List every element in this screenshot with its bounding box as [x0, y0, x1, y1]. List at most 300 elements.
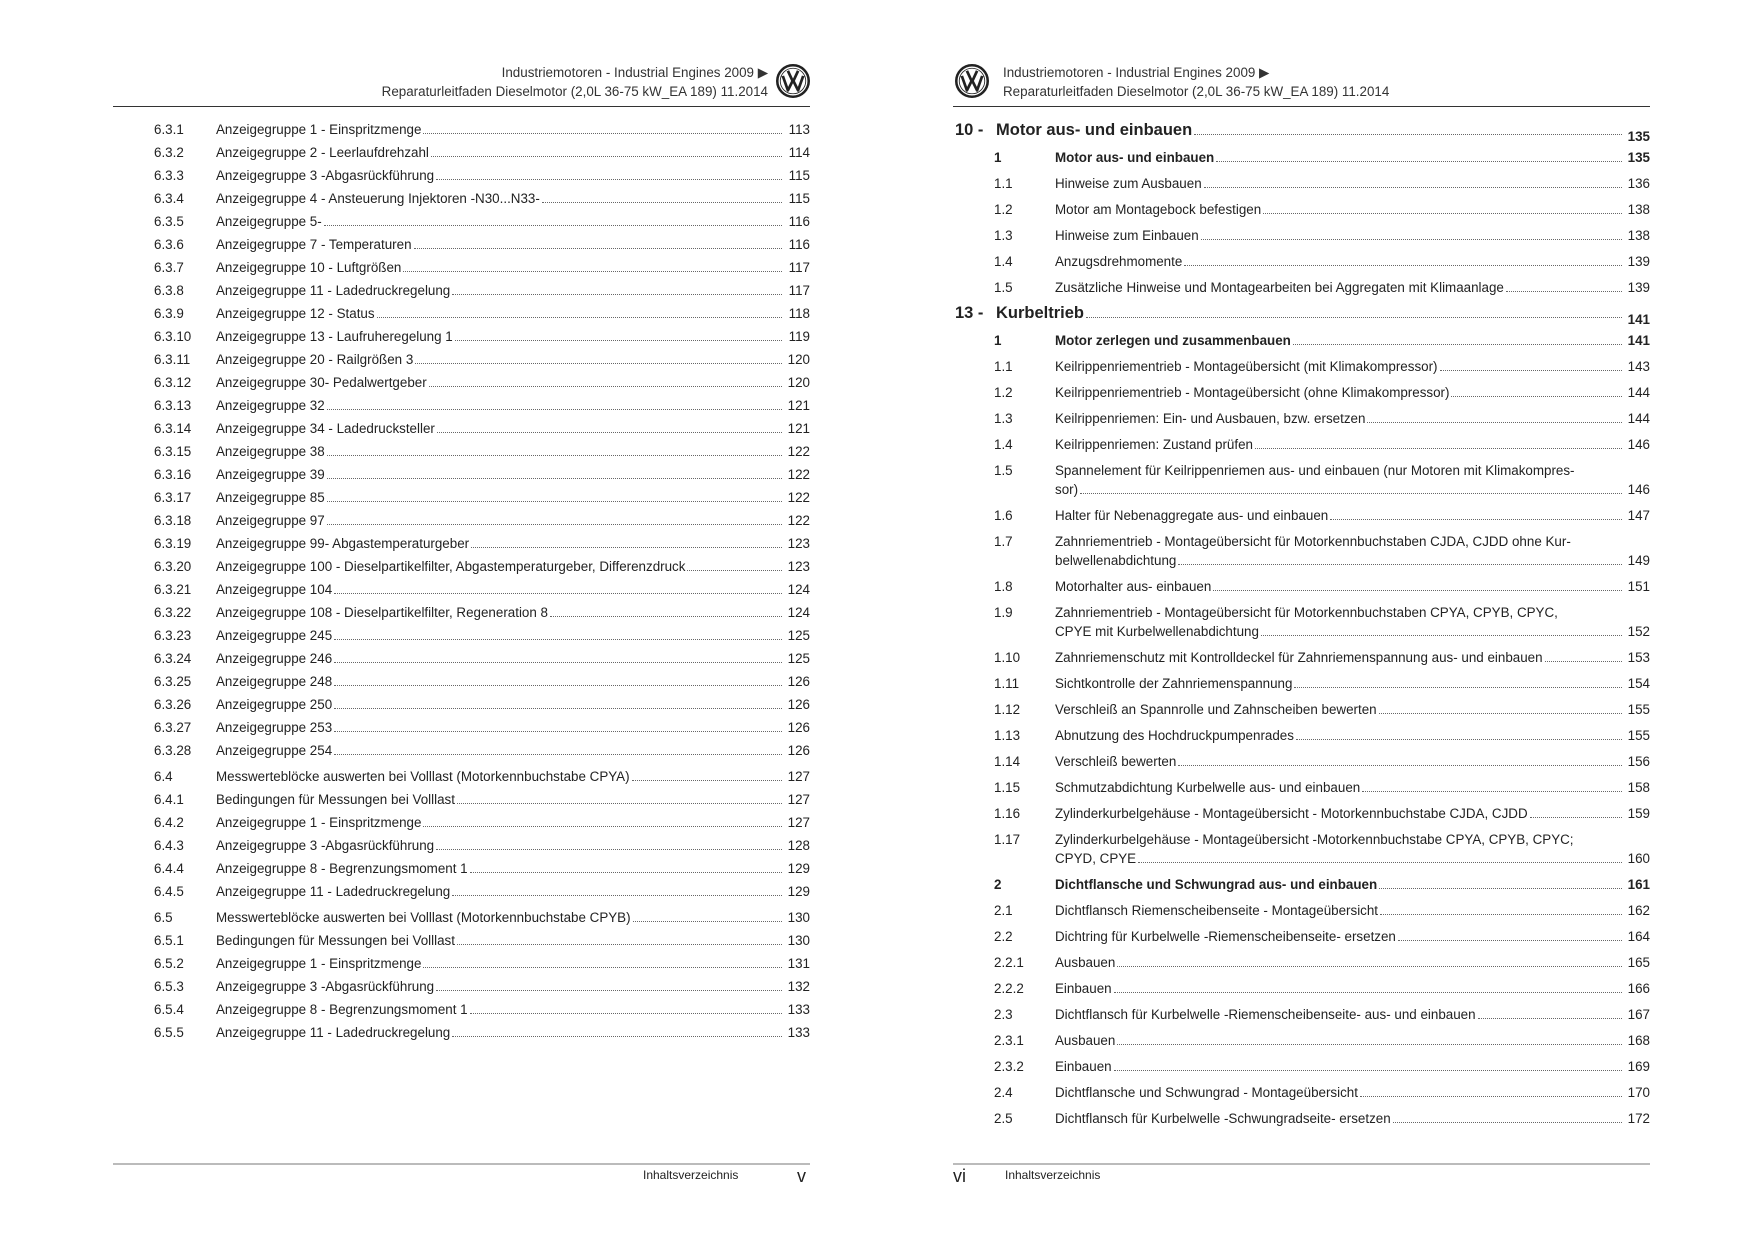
- entry-page-number[interactable]: 126: [787, 697, 810, 712]
- entry-title[interactable]: Anzeigegruppe 30- Pedalwertgeber: [216, 375, 427, 390]
- entry-page-number[interactable]: 131: [787, 956, 810, 971]
- entry-title[interactable]: Anzeigegruppe 1 - Einspritzmenge: [216, 122, 422, 137]
- entry-title-continued[interactable]: sor): [1055, 482, 1079, 497]
- dot-leader: [1360, 1096, 1622, 1097]
- entry-title[interactable]: Anzugsdrehmomente: [1055, 254, 1183, 269]
- header-rule: [113, 106, 810, 107]
- entry-title[interactable]: Anzeigegruppe 99- Abgastemperaturgeber: [216, 536, 470, 551]
- toc-entry[interactable]: [953, 357, 1650, 383]
- entry-page-number[interactable]: 135: [1627, 129, 1650, 144]
- entry-number: 6.3.9: [154, 306, 184, 321]
- entry-title[interactable]: Zusätzliche Hinweise und Montagearbeiten bei Aggregaten mit Klimaanlage: [1055, 280, 1504, 295]
- entry-title[interactable]: Anzeigegruppe 11 - Ladedruckregelung: [216, 283, 451, 298]
- entry-page-number[interactable]: 130: [787, 933, 810, 948]
- toc-entry[interactable]: [953, 830, 1650, 868]
- entry-title[interactable]: Einbauen: [1055, 981, 1112, 996]
- entry-number: 6.3.16: [154, 467, 192, 482]
- header-rule: [953, 106, 1650, 107]
- entry-page-number[interactable]: 154: [1627, 676, 1650, 691]
- entry-title-wrap: [1055, 1083, 1626, 1102]
- entry-page-number[interactable]: 144: [1627, 411, 1650, 426]
- toc-entry[interactable]: [953, 532, 1650, 570]
- entry-page-number[interactable]: 117: [788, 283, 810, 298]
- entry-title-wrap: [216, 120, 786, 139]
- entry-page-number[interactable]: 155: [1627, 702, 1650, 717]
- entry-page-number[interactable]: 115: [788, 191, 810, 206]
- entry-title[interactable]: Anzeigegruppe 108 - Dieselpartikelfilter, Regeneration 8: [216, 605, 548, 620]
- entry-page-number[interactable]: 170: [1627, 1085, 1650, 1100]
- entry-number: 6.4.4: [154, 861, 184, 876]
- toc-entry[interactable]: [953, 174, 1650, 200]
- entry-title-wrap: [216, 373, 786, 392]
- entry-title[interactable]: Anzeigegruppe 3 -Abgasrückführung: [216, 168, 435, 183]
- toc-entry[interactable]: [113, 813, 810, 836]
- toc-entry[interactable]: [953, 700, 1650, 726]
- toc-entry[interactable]: [113, 534, 810, 557]
- toc-entry[interactable]: [113, 143, 810, 166]
- toc-entry[interactable]: [953, 461, 1650, 499]
- toc-chapter-entry[interactable]: [953, 304, 1650, 330]
- entry-page-number[interactable]: 158: [1627, 780, 1650, 795]
- entry-number: 1.12: [994, 702, 1021, 717]
- toc-entry[interactable]: [113, 419, 810, 442]
- entry-page-number[interactable]: 124: [787, 582, 810, 597]
- entry-title[interactable]: Anzeigegruppe 245: [216, 628, 333, 643]
- entry-title-wrap: [996, 121, 1626, 140]
- entry-page-number[interactable]: 166: [1627, 981, 1650, 996]
- toc-entry[interactable]: [953, 1083, 1650, 1109]
- entry-title-wrap: [1055, 461, 1650, 499]
- entry-page-number[interactable]: 143: [1627, 359, 1650, 374]
- entry-page-number[interactable]: 162: [1627, 903, 1650, 918]
- entry-page-number[interactable]: 125: [787, 628, 810, 643]
- entry-number: 6.5.2: [154, 956, 184, 971]
- entry-number: 6.3.2: [154, 145, 184, 160]
- entry-number: 2: [994, 877, 1002, 892]
- entry-page-number[interactable]: 125: [787, 651, 810, 666]
- entry-title[interactable]: Bedingungen für Messungen bei Volllast: [216, 792, 455, 807]
- toc-entry[interactable]: [113, 189, 810, 212]
- entry-title-wrap: [216, 603, 786, 622]
- entry-page-number[interactable]: 120: [787, 352, 810, 367]
- entry-title[interactable]: Anzeigegruppe 253: [216, 720, 333, 735]
- toc-entry[interactable]: [113, 859, 810, 882]
- entry-title[interactable]: Dichtflansch Riemenscheibenseite - Montageübersicht: [1055, 903, 1379, 918]
- toc-entry[interactable]: [953, 901, 1650, 927]
- entry-number: 1.1: [994, 359, 1013, 374]
- entry-page-number[interactable]: 122: [787, 490, 810, 505]
- entry-title-wrap: [1055, 435, 1626, 454]
- entry-page-number[interactable]: 130: [787, 910, 810, 925]
- entry-title[interactable]: Halter für Nebenaggregate aus- und einbauen: [1055, 508, 1329, 523]
- entry-number: 6.3.11: [154, 352, 191, 367]
- entry-number: 2.5: [994, 1111, 1013, 1126]
- entry-title[interactable]: Keilrippenriemen: Zustand prüfen: [1055, 437, 1253, 452]
- entry-page-number[interactable]: 114: [788, 145, 810, 160]
- entry-title[interactable]: Spannelement für Keilrippenriemen aus- und einbauen (nur Motoren mit Klimakompres-: [1055, 463, 1575, 478]
- entry-page-number[interactable]: 138: [1627, 202, 1650, 217]
- entry-title[interactable]: Anzeigegruppe 104: [216, 582, 333, 597]
- entry-page-number[interactable]: 151: [1627, 579, 1650, 594]
- entry-title[interactable]: Anzeigegruppe 3 -Abgasrückführung: [216, 838, 435, 853]
- entry-title[interactable]: Anzeigegruppe 4 - Ansteuerung Injektoren -N30...N33-: [216, 191, 540, 206]
- entry-page-number[interactable]: 127: [787, 769, 810, 784]
- entry-page-number[interactable]: 168: [1627, 1033, 1650, 1048]
- entry-title[interactable]: Zylinderkurbelgehäuse - Montageübersicht - Motorkennbuchstabe CJDA, CJDD: [1055, 806, 1528, 821]
- entry-title[interactable]: Dichtflansch für Kurbelwelle -Riemenscheibenseite- aus- und einbauen: [1055, 1007, 1476, 1022]
- entry-title-wrap: [216, 534, 786, 553]
- toc-entry[interactable]: [953, 278, 1650, 304]
- footer-rule: [113, 1163, 810, 1165]
- toc-entry[interactable]: [113, 718, 810, 741]
- dot-leader: [377, 317, 782, 318]
- dot-leader: [632, 780, 782, 781]
- entry-title[interactable]: Zahnriementrieb - Montageübersicht für Motorkennbuchstaben CJDA, CJDD ohne Kur-: [1055, 534, 1571, 549]
- entry-title[interactable]: Messwerteblöcke auswerten bei Volllast (Motorkennbuchstabe CPYB): [216, 910, 631, 925]
- toc-entry[interactable]: [953, 875, 1650, 901]
- entry-title[interactable]: Dichtflansche und Schwungrad - Montageübersicht: [1055, 1085, 1358, 1100]
- entry-title[interactable]: Anzeigegruppe 8 - Begrenzungsmoment 1: [216, 861, 468, 876]
- entry-title[interactable]: Motor zerlegen und zusammenbauen: [1055, 333, 1291, 348]
- toc-entry[interactable]: [953, 577, 1650, 603]
- entry-title[interactable]: Anzeigegruppe 248: [216, 674, 333, 689]
- entry-title[interactable]: Anzeigegruppe 32: [216, 398, 325, 413]
- dot-leader: [452, 895, 782, 896]
- toc-entry[interactable]: [953, 331, 1650, 357]
- header-line-1: Industriemotoren - Industrial Engines 2009 ▶: [501, 65, 768, 80]
- toc-entry[interactable]: [953, 435, 1650, 461]
- entry-page-number[interactable]: 118: [788, 306, 810, 321]
- entry-page-number[interactable]: 122: [787, 467, 810, 482]
- entry-title[interactable]: Anzeigegruppe 5-: [216, 214, 322, 229]
- entry-title[interactable]: Dichtflansche und Schwungrad aus- und einbauen: [1055, 877, 1378, 892]
- entry-page-number[interactable]: 160: [1627, 851, 1650, 866]
- entry-page-number[interactable]: 156: [1627, 754, 1650, 769]
- toc-entry[interactable]: [953, 226, 1650, 252]
- entry-title[interactable]: Sichtkontrolle der Zahnriemenspannung: [1055, 676, 1293, 691]
- entry-page-number[interactable]: 149: [1627, 553, 1650, 568]
- entry-page-number[interactable]: 167: [1627, 1007, 1650, 1022]
- header-line-2: Reparaturleitfaden Dieselmotor (2,0L 36-75 kW_EA 189) 11.2014: [381, 84, 768, 99]
- entry-title-wrap: [216, 836, 786, 855]
- toc-entry[interactable]: [953, 1031, 1650, 1057]
- entry-title[interactable]: Motor aus- und einbauen: [996, 121, 1193, 139]
- toc-entry[interactable]: [953, 1005, 1650, 1031]
- entry-page-number[interactable]: 169: [1627, 1059, 1650, 1074]
- entry-page-number[interactable]: 153: [1627, 650, 1650, 665]
- entry-title[interactable]: Anzeigegruppe 246: [216, 651, 333, 666]
- entry-title-wrap: [216, 511, 786, 530]
- entry-title-wrap: [1055, 830, 1650, 868]
- toc-entry[interactable]: [953, 383, 1650, 409]
- toc-entry[interactable]: [953, 674, 1650, 700]
- toc-entry[interactable]: [113, 1000, 810, 1023]
- entry-page-number[interactable]: 121: [787, 398, 810, 413]
- toc-entry[interactable]: [113, 442, 810, 465]
- entry-page-number[interactable]: 133: [787, 1025, 810, 1040]
- entry-title[interactable]: Anzeigegruppe 8 - Begrenzungsmoment 1: [216, 1002, 468, 1017]
- toc-entry[interactable]: [113, 649, 810, 672]
- toc-entry[interactable]: [953, 409, 1650, 435]
- entry-page-number[interactable]: 155: [1627, 728, 1650, 743]
- toc-entry[interactable]: [113, 350, 810, 373]
- toc-entry[interactable]: [113, 557, 810, 580]
- entry-title[interactable]: Anzeigegruppe 10 - Luftgrößen: [216, 260, 402, 275]
- entry-page-number[interactable]: 113: [788, 122, 810, 137]
- header-text: [1003, 63, 1389, 101]
- entry-page-number[interactable]: 127: [787, 815, 810, 830]
- toc-entry[interactable]: [113, 977, 810, 1000]
- entry-title[interactable]: Schmutzabdichtung Kurbelwelle aus- und einbauen: [1055, 780, 1361, 795]
- toc-entry[interactable]: [953, 1109, 1650, 1135]
- entry-page-number[interactable]: 132: [787, 979, 810, 994]
- entry-title[interactable]: Anzeigegruppe 39: [216, 467, 325, 482]
- dot-leader: [429, 386, 782, 387]
- entry-page-number[interactable]: 146: [1627, 437, 1650, 452]
- entry-page-number[interactable]: 141: [1627, 312, 1650, 327]
- entry-title[interactable]: Zahnriemenschutz mit Kontrolldeckel für Zahnriemenspannung aus- und einbauen: [1055, 650, 1543, 665]
- entry-title[interactable]: Zahnriementrieb - Montageübersicht für Motorkennbuchstaben CPYA, CPYB, CPYC,: [1055, 605, 1558, 620]
- toc-entry[interactable]: [953, 648, 1650, 674]
- toc-entry[interactable]: [953, 778, 1650, 804]
- entry-title[interactable]: Messwerteblöcke auswerten bei Volllast (Motorkennbuchstabe CPYA): [216, 769, 630, 784]
- dot-leader: [1080, 493, 1622, 494]
- entry-page-number[interactable]: 165: [1627, 955, 1650, 970]
- entry-title-wrap: [216, 977, 786, 996]
- entry-title-wrap: [1055, 278, 1626, 297]
- entry-title[interactable]: Anzeigegruppe 254: [216, 743, 333, 758]
- entry-number: 6.3.6: [154, 237, 184, 252]
- entry-page-number[interactable]: 135: [1627, 150, 1650, 165]
- toc-entry[interactable]: [953, 953, 1650, 979]
- entry-number: 6.3.20: [154, 559, 192, 574]
- entry-title[interactable]: Einbauen: [1055, 1059, 1112, 1074]
- toc-entry[interactable]: [113, 931, 810, 954]
- entry-page-number[interactable]: 152: [1627, 624, 1650, 639]
- entry-number: 6.3.3: [154, 168, 184, 183]
- entry-title[interactable]: Dichtflansch für Kurbelwelle -Schwungradseite- ersetzen: [1055, 1111, 1391, 1126]
- dot-leader: [414, 248, 782, 249]
- entry-title[interactable]: Anzeigegruppe 100 - Dieselpartikelfilter, Abgastemperaturgeber, Differenzdruck: [216, 559, 686, 574]
- entry-title[interactable]: Motor aus- und einbauen: [1055, 150, 1215, 165]
- dot-leader: [1545, 661, 1622, 662]
- toc-entry[interactable]: [953, 200, 1650, 226]
- entry-page-number[interactable]: 122: [787, 513, 810, 528]
- entry-title[interactable]: Kurbeltrieb: [996, 304, 1085, 322]
- toc-entry[interactable]: [113, 235, 810, 258]
- entry-title[interactable]: Bedingungen für Messungen bei Volllast: [216, 933, 455, 948]
- entry-title[interactable]: Anzeigegruppe 34 - Ladedrucksteller: [216, 421, 435, 436]
- toc-entry[interactable]: [113, 488, 810, 511]
- entry-page-number[interactable]: 141: [1627, 333, 1650, 348]
- toc-entry[interactable]: [113, 767, 810, 790]
- entry-title[interactable]: Keilrippenriemen: Ein- und Ausbauen, bzw. ersetzen: [1055, 411, 1366, 426]
- entry-title[interactable]: Motor am Montagebock befestigen: [1055, 202, 1262, 217]
- entry-title[interactable]: Verschleiß an Spannrolle und Zahnscheiben bewerten: [1055, 702, 1377, 717]
- entry-page-number[interactable]: 139: [1627, 280, 1650, 295]
- entry-title[interactable]: Ausbauen: [1055, 1033, 1116, 1048]
- entry-page-number[interactable]: 128: [787, 838, 810, 853]
- entry-number: 6.3.26: [154, 697, 192, 712]
- entry-page-number[interactable]: 138: [1627, 228, 1650, 243]
- entry-page-number[interactable]: 161: [1627, 877, 1650, 892]
- entry-title-wrap: [216, 649, 786, 668]
- entry-title-wrap: [216, 718, 786, 737]
- toc-entry[interactable]: [113, 580, 810, 603]
- entry-title-wrap: [1055, 226, 1626, 245]
- entry-page-number[interactable]: 144: [1627, 385, 1650, 400]
- toc-entry[interactable]: [953, 979, 1650, 1005]
- toc-entry[interactable]: [953, 752, 1650, 778]
- entry-title[interactable]: Keilrippenriementrieb - Montageübersicht (ohne Klimakompressor): [1055, 385, 1450, 400]
- toc-entry[interactable]: [113, 465, 810, 488]
- toc-entry[interactable]: [953, 148, 1650, 174]
- dot-leader: [1255, 448, 1622, 449]
- toc-entry[interactable]: [953, 726, 1650, 752]
- toc-entry[interactable]: [113, 120, 810, 143]
- entry-title[interactable]: Anzeigegruppe 13 - Laufruheregelung 1: [216, 329, 453, 344]
- toc-entry[interactable]: [113, 327, 810, 350]
- entry-title[interactable]: Anzeigegruppe 3 -Abgasrückführung: [216, 979, 435, 994]
- toc-entry[interactable]: [953, 804, 1650, 830]
- toc-entry[interactable]: [113, 281, 810, 304]
- entry-title[interactable]: Abnutzung des Hochdruckpumpenrades: [1055, 728, 1294, 743]
- toc-entry[interactable]: [953, 252, 1650, 278]
- toc-entry[interactable]: [113, 695, 810, 718]
- toc-entry[interactable]: [113, 836, 810, 859]
- toc-entry[interactable]: [113, 954, 810, 977]
- entry-title[interactable]: Anzeigegruppe 20 - Railgrößen 3: [216, 352, 414, 367]
- entry-page-number[interactable]: 120: [787, 375, 810, 390]
- toc-entry[interactable]: [113, 626, 810, 649]
- entry-title-wrap: [1055, 726, 1626, 745]
- entry-page-number[interactable]: 159: [1627, 806, 1650, 821]
- entry-title[interactable]: Anzeigegruppe 38: [216, 444, 325, 459]
- toc-entry[interactable]: [113, 790, 810, 813]
- entry-title-wrap: [216, 813, 786, 832]
- entry-page-number[interactable]: 136: [1627, 176, 1650, 191]
- entry-title-wrap: [216, 1023, 786, 1042]
- toc-entry[interactable]: [113, 908, 810, 931]
- entry-number: 6.5.1: [154, 933, 184, 948]
- toc-entry[interactable]: [113, 304, 810, 327]
- entry-title[interactable]: Hinweise zum Ausbauen: [1055, 176, 1202, 191]
- entry-title[interactable]: Motorhalter aus- einbauen: [1055, 579, 1212, 594]
- entry-page-number[interactable]: 164: [1627, 929, 1650, 944]
- toc-entry[interactable]: [953, 603, 1650, 641]
- entry-page-number[interactable]: 123: [787, 536, 810, 551]
- entry-title[interactable]: Anzeigegruppe 97: [216, 513, 325, 528]
- entry-page-number[interactable]: 124: [787, 605, 810, 620]
- entry-title[interactable]: Dichtring für Kurbelwelle -Riemenscheibenseite- ersetzen: [1055, 929, 1396, 944]
- toc-entry[interactable]: [113, 258, 810, 281]
- toc-chapter-entry[interactable]: [953, 121, 1650, 147]
- toc-entry[interactable]: [113, 672, 810, 695]
- entry-page-number[interactable]: 122: [787, 444, 810, 459]
- entry-title[interactable]: Anzeigegruppe 2 - Leerlaufdrehzahl: [216, 145, 429, 160]
- entry-title[interactable]: Anzeigegruppe 11 - Ladedruckregelung: [216, 884, 451, 899]
- entry-number: 2.2: [994, 929, 1013, 944]
- entry-page-number[interactable]: 119: [788, 329, 810, 344]
- toc-entry[interactable]: [953, 927, 1650, 953]
- entry-title-wrap: [1055, 383, 1626, 402]
- toc-entry[interactable]: [113, 373, 810, 396]
- entry-number: 6.3.13: [154, 398, 192, 413]
- toc-entry[interactable]: [113, 166, 810, 189]
- entry-title-wrap: [216, 235, 786, 254]
- toc-entry[interactable]: [113, 1023, 810, 1046]
- entry-title-wrap: [1055, 875, 1626, 894]
- entry-page-number[interactable]: 121: [787, 421, 810, 436]
- entry-page-number[interactable]: 126: [787, 720, 810, 735]
- entry-title[interactable]: Verschleiß bewerten: [1055, 754, 1177, 769]
- entry-page-number[interactable]: 133: [787, 1002, 810, 1017]
- toc-entry[interactable]: [953, 506, 1650, 532]
- entry-page-number[interactable]: 129: [787, 884, 810, 899]
- entry-page-number[interactable]: 117: [788, 260, 810, 275]
- entry-page-number[interactable]: 147: [1627, 508, 1650, 523]
- entry-page-number[interactable]: 116: [788, 214, 810, 229]
- toc-entry[interactable]: [113, 212, 810, 235]
- entry-title-continued[interactable]: belwellenabdichtung: [1055, 553, 1177, 568]
- entry-title-wrap: [216, 767, 786, 786]
- toc-entry[interactable]: [953, 1057, 1650, 1083]
- entry-page-number[interactable]: 129: [787, 861, 810, 876]
- entry-title[interactable]: Anzeigegruppe 11 - Ladedruckregelung: [216, 1025, 451, 1040]
- entry-title[interactable]: Ausbauen: [1055, 955, 1116, 970]
- entry-page-number[interactable]: 172: [1627, 1111, 1650, 1126]
- entry-title-continued[interactable]: CPYD, CPYE: [1055, 851, 1137, 866]
- entry-title[interactable]: Keilrippenriementrieb - Montageübersicht (mit Klimakompressor): [1055, 359, 1438, 374]
- toc-entry[interactable]: [113, 882, 810, 905]
- dot-leader: [423, 133, 782, 134]
- entry-page-number[interactable]: 115: [788, 168, 810, 183]
- entry-page-number[interactable]: 139: [1627, 254, 1650, 269]
- dot-leader: [1184, 265, 1622, 266]
- entry-page-number[interactable]: 126: [787, 674, 810, 689]
- entry-title[interactable]: Anzeigegruppe 1 - Einspritzmenge: [216, 815, 422, 830]
- entry-page-number[interactable]: 116: [788, 237, 810, 252]
- toc-entry[interactable]: [113, 603, 810, 626]
- entry-title[interactable]: Anzeigegruppe 7 - Temperaturen: [216, 237, 412, 252]
- entry-page-number[interactable]: 146: [1627, 482, 1650, 497]
- entry-page-number[interactable]: 127: [787, 792, 810, 807]
- dot-leader: [1440, 370, 1622, 371]
- dot-leader: [436, 849, 782, 850]
- entry-title[interactable]: Anzeigegruppe 12 - Status: [216, 306, 375, 321]
- toc-entry[interactable]: [113, 511, 810, 534]
- entry-title[interactable]: Anzeigegruppe 250: [216, 697, 333, 712]
- entry-title[interactable]: Zylinderkurbelgehäuse - Montageübersicht -Motorkennbuchstabe CPYA, CPYB, CPYC;: [1055, 832, 1574, 847]
- entry-title-wrap: [216, 954, 786, 973]
- toc-entry[interactable]: [113, 396, 810, 419]
- dot-leader: [550, 616, 782, 617]
- dot-leader: [1114, 1070, 1622, 1071]
- entry-page-number[interactable]: 126: [787, 743, 810, 758]
- entry-number: 6.3.17: [154, 490, 192, 505]
- dot-leader: [1367, 422, 1622, 423]
- entry-number: 1.14: [994, 754, 1021, 769]
- entry-title-continued[interactable]: CPYE mit Kurbelwellenabdichtung: [1055, 624, 1259, 639]
- entry-number: 6.3.1: [154, 122, 184, 137]
- toc-entry[interactable]: [113, 741, 810, 764]
- entry-title[interactable]: Hinweise zum Einbauen: [1055, 228, 1199, 243]
- dot-leader: [1114, 992, 1622, 993]
- entry-page-number[interactable]: 123: [787, 559, 810, 574]
- entry-title-wrap: [216, 212, 786, 231]
- entry-title[interactable]: Anzeigegruppe 85: [216, 490, 325, 505]
- entry-title[interactable]: Anzeigegruppe 1 - Einspritzmenge: [216, 956, 422, 971]
